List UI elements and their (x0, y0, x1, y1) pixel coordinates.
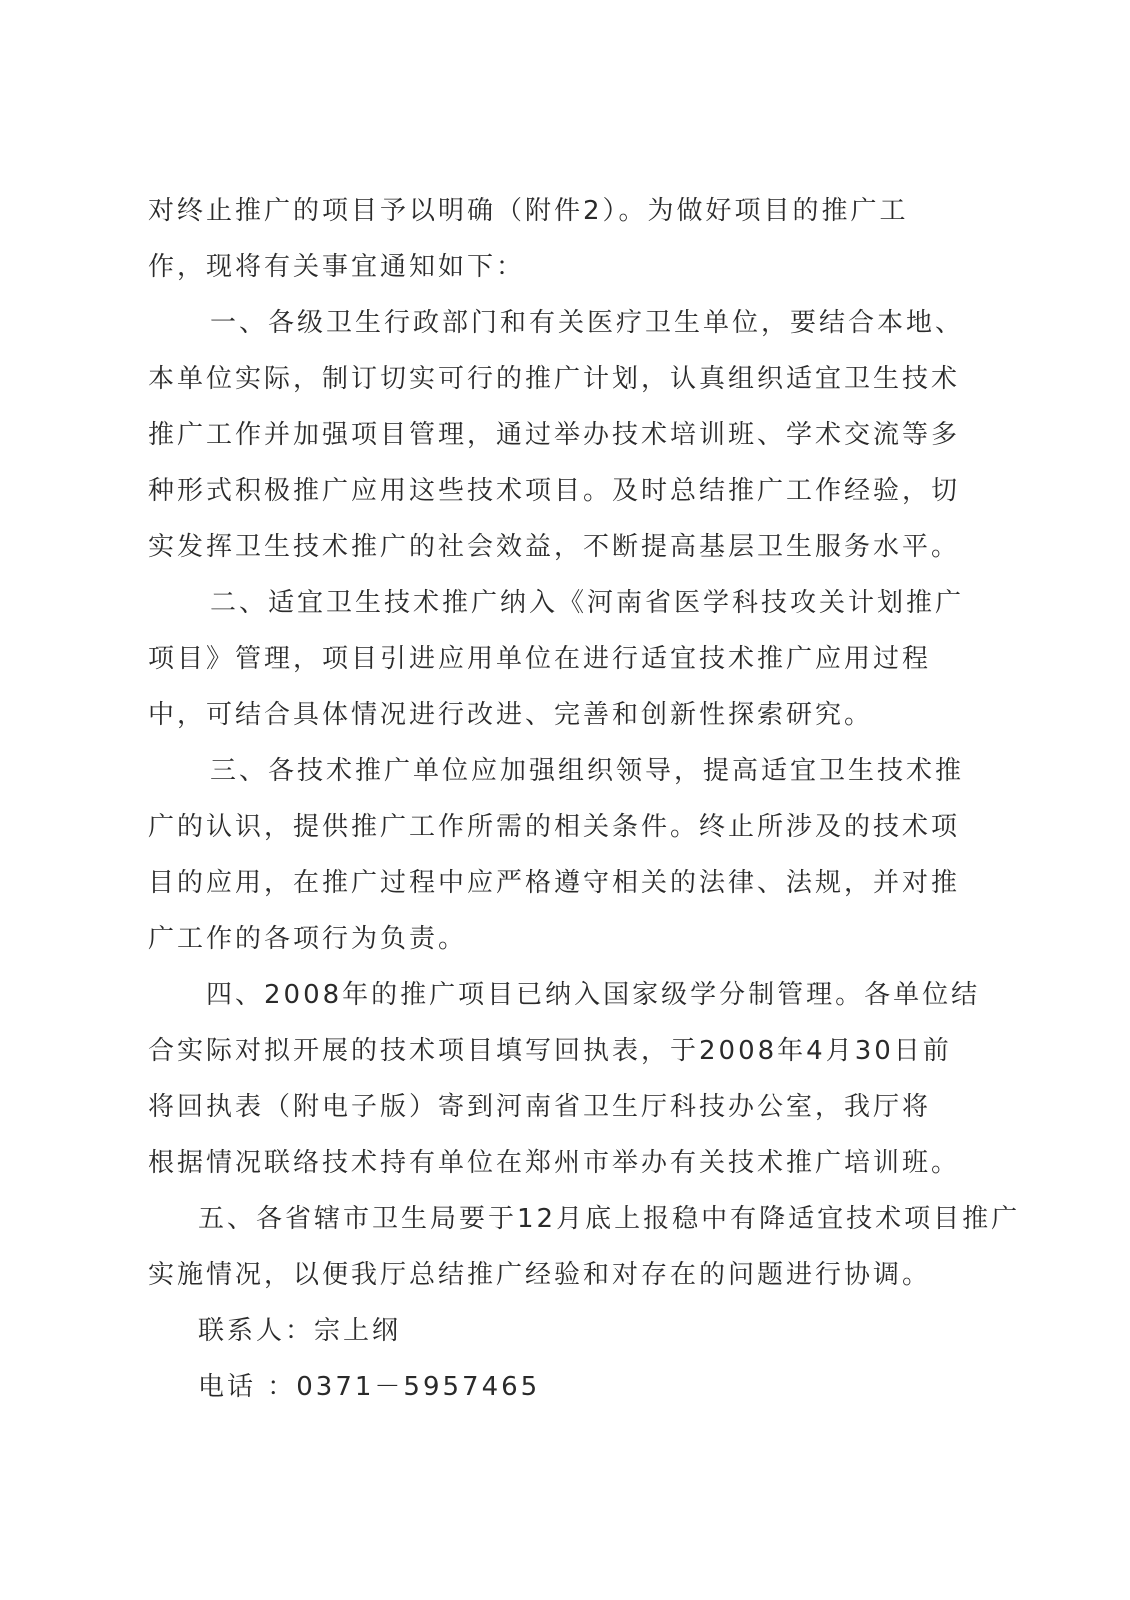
paragraph-3-start: 三、各技术推广单位应加强组织领导，提高适宜卫生技术推 (210, 756, 965, 786)
text-line: 根据情况联络技术持有单位在郑州市举办有关技术推广培训班。 (148, 1148, 961, 1178)
contact-phone: 电话 ：0371－5957465 (198, 1372, 541, 1402)
text-line: 中，可结合具体情况进行改进、完善和创新性探索研究。 (148, 700, 874, 730)
text-line: 实施情况，以便我厅总结推广经验和对存在的问题进行协调。 (148, 1260, 932, 1290)
text-line: 项目》管理，项目引进应用单位在进行适宜技术推广应用过程 (148, 644, 932, 674)
text-line: 将回执表（附电子版）寄到河南省卫生厅科技办公室，我厅将 (148, 1092, 932, 1122)
text-line: 实发挥卫生技术推广的社会效益，不断提高基层卫生服务水平。 (148, 532, 961, 562)
text-line: 种形式积极推广应用这些技术项目。及时总结推广工作经验，切 (148, 476, 961, 506)
contact-person: 联系人：宗上纲 (198, 1316, 402, 1346)
text-line: 目的应用，在推广过程中应严格遵守相关的法律、法规，并对推 (148, 868, 961, 898)
paragraph-2-start: 二、适宜卫生技术推广纳入《河南省医学科技攻关计划推广 (210, 588, 965, 618)
paragraph-4-start: 四、2008年的推广项目已纳入国家级学分制管理。各单位结 (206, 980, 981, 1010)
paragraph-5-start: 五、各省辖市卫生局要于12月底上报稳中有降适宜技术项目推广 (198, 1204, 1021, 1234)
text-line: 推广工作并加强项目管理，通过举办技术培训班、学术交流等多 (148, 420, 961, 450)
text-line: 广工作的各项行为负责。 (148, 924, 468, 954)
text-line: 本单位实际，制订切实可行的推广计划，认真组织适宜卫生技术 (148, 364, 961, 394)
text-line: 作，现将有关事宜通知如下： (148, 252, 526, 282)
text-line: 对终止推广的项目予以明确（附件2）。为做好项目的推广工 (148, 196, 909, 226)
paragraph-1-start: 一、各级卫生行政部门和有关医疗卫生单位，要结合本地、 (210, 308, 965, 338)
text-line: 广的认识，提供推广工作所需的相关条件。终止所涉及的技术项 (148, 812, 961, 842)
text-line: 合实际对拟开展的技术项目填写回执表，于2008年4月30日前 (148, 1036, 952, 1066)
